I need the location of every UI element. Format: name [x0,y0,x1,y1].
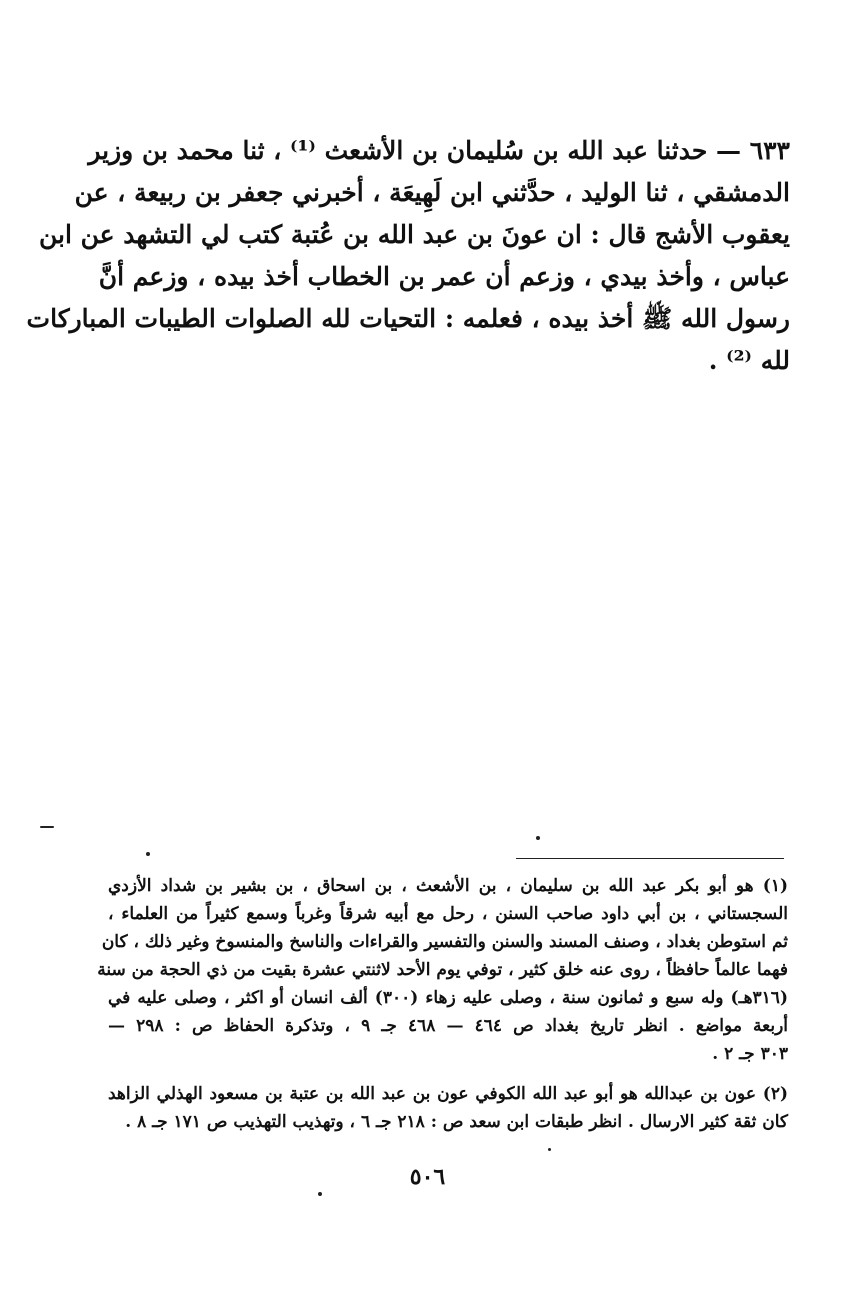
footnote-2 [108,1080,788,1136]
footnote-line: ثم استوطن بغداد ، وصنف المسند والسنن والتفسير والقراءات والناسخ والمنسوخ وغير ذلك ، كان [101,932,788,952]
footnote-line: كان ثقة كثير الارسال . انظر طبقات ابن سعد ص : ٢١٨ جـ ٦ ، وتهذيب التهذيب ص ١٧١ جـ ٨ . [125,1112,788,1132]
text-line: يعقوب الأشج قال : ان عونَ بن عبد الله بن عُتبة كتب لي التشهد عن ابن [38,220,790,249]
scan-speck [40,826,54,828]
footnotes [97,872,789,1136]
text-line: عباس ، وأخذ بيدي ، وزعم أن عمر بن الخطاب أخذ بيده ، وزعم أنَّ [98,262,790,291]
scan-speck [536,836,540,840]
footnote-line: السجستاني ، بن أبي داود صاحب السنن ، رحل مع أبيه شرقاً وغرباً وسمع كثيراً من العلماء ، [108,904,788,924]
scan-speck [318,1192,322,1196]
footnote-line: (١) هو أبو بكر عبد الله بن سليمان ، بن الأشعث ، بن اسحاق ، بن بشير بن شداد الأزدي [108,876,788,896]
footnote-line: فهما عالماً حافظاً ، روى عنه خلق كثير ، توفي يوم الأحد لاثنتي عشرة بقيت من ذي الحجة من سنة [97,960,788,980]
footnote-divider [516,858,784,859]
text-line: رسول الله ﷺ أخذ بيده ، فعلمه : التحيات لله الصلوات الطيبات المباركات [26,304,790,333]
footnote-line: ٣٠٣ جـ ٢ . [712,1044,788,1064]
hadith-text [26,130,790,382]
text-line: لله ⁽²⁾ . [708,346,790,375]
footnote-line: (٢) عون بن عبدالله هو أبو عبد الله الكوفي عون بن عبد الله بن عتبة بن مسعود الهذلي الزاهد [108,1084,788,1104]
footnote-1 [97,872,789,1068]
text-line: الدمشقي ، ثنا الوليد ، حدَّثني ابن لَهِيعَة ، أخبرني جعفر بن ربيعة ، عن [74,178,790,207]
page-number: ٥٠٦ [409,1164,446,1190]
footnote-line: أربعة مواضع . انظر تاريخ بغداد ص ٤٦٤ — ٤٦٨ جـ ٩ ، وتذكرة الحفاظ ص : ٢٩٨ — [108,1016,789,1036]
footnote-line: (٣١٦هـ) وله سبع و ثمانون سنة ، وصلى عليه زهاء (٣٠٠) ألف انسان أو اكثر ، وصلى عليه في [108,988,788,1008]
scan-speck [146,852,150,856]
scan-speck [548,1148,551,1151]
text-line: ٦٣٣ — حدثنا عبد الله بن سُليمان بن الأشعث ⁽¹⁾ ، ثنا محمد بن وزير [88,136,790,165]
